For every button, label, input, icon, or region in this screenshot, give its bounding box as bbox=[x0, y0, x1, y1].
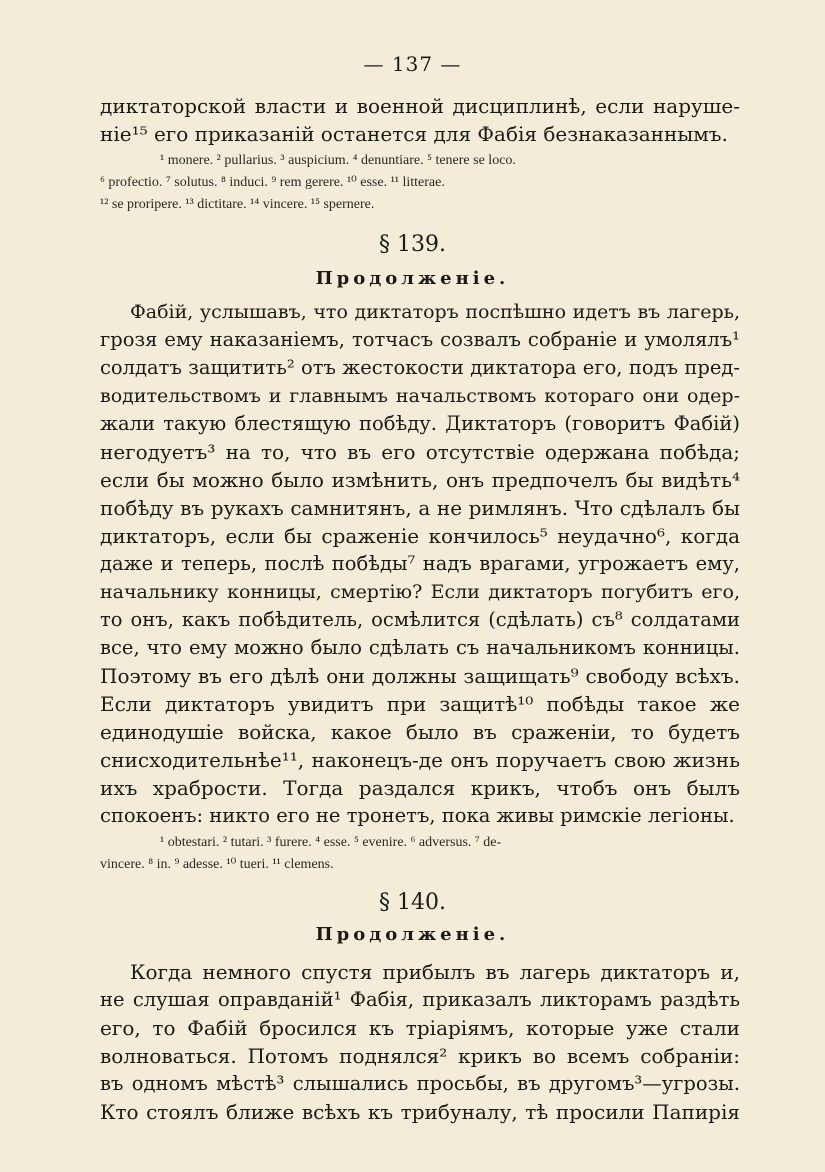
text-line: единодушіе войска, какое было въ сраженіи, то будетъ bbox=[100, 720, 740, 744]
text-line: Когда немного спустя прибылъ въ лагерь диктаторъ и, bbox=[130, 960, 740, 984]
page-number: — 137 — bbox=[363, 52, 462, 76]
footnotes-139 bbox=[100, 832, 740, 876]
section-subheading-139: Продолженіе. bbox=[315, 268, 510, 289]
section-subheading-140: Продолженіе. bbox=[315, 924, 510, 945]
text-line: жали такую блестящую побѣду. Диктаторъ (говоритъ Фабій) bbox=[100, 412, 740, 435]
footnote-line: ⁶ profectio. ⁷ solutus. ⁸ induci. ⁹ rem gerere. ¹⁰ esse. ¹¹ litterae. bbox=[100, 175, 445, 190]
text-line: ніе¹⁵ его приказаній останется для Фабія безнаказаннымъ. bbox=[100, 122, 728, 146]
text-line: диктаторъ, если бы сраженіе кончилось⁵ неудачно⁶, когда bbox=[100, 524, 740, 548]
footnote-line: ¹ obtestari. ² tutari. ³ furere. ⁴ esse. ⁵ evenire. ⁶ adversus. ⁷ de- bbox=[160, 835, 502, 850]
text-line: Поэтому въ его дѣлѣ они должны защищать⁹ свободу всѣхъ. bbox=[100, 664, 740, 688]
text-line: Фабій, услышавъ, что диктаторъ поспѣшно идетъ въ лагерь, bbox=[130, 301, 740, 323]
continued-paragraph bbox=[100, 92, 740, 148]
section-140-body bbox=[100, 958, 740, 1126]
text-line: ихъ храбрости. Тогда раздался крикъ, чтобъ онъ былъ bbox=[100, 776, 740, 800]
text-line: солдатъ защитить² отъ жестокости диктатора его, подъ пред- bbox=[100, 356, 740, 379]
footnotes-top bbox=[100, 150, 740, 216]
text-line: Кто стоялъ ближе всѣхъ къ трибуналу, тѣ просили Папирія bbox=[100, 1100, 740, 1124]
text-line: спокоенъ: никто его не тронетъ, пока живы римскіе легіоны. bbox=[100, 804, 735, 827]
text-line: водительствомъ и главнымъ начальствомъ котораго они одер- bbox=[100, 385, 740, 407]
text-line: снисходительнѣе¹¹, наконецъ-де онъ поручаетъ свою жизнь bbox=[100, 748, 740, 772]
text-line: все, что ему можно было сдѣлать съ начальникомъ конницы. bbox=[100, 636, 740, 659]
text-line: волноваться. Потомъ поднялся² крикъ во всемъ собраніи: bbox=[100, 1044, 740, 1068]
footnote-line: vincere. ⁸ in. ⁹ adesse. ¹⁰ tueri. ¹¹ clemens. bbox=[100, 857, 334, 872]
text-line: не слушая оправданій¹ Фабія, приказалъ ликторамъ раздѣть bbox=[100, 988, 740, 1011]
section-heading-140: § 140. bbox=[379, 890, 446, 915]
text-line: побѣду въ рукахъ самнитянъ, а не римлянъ. Что сдѣлалъ бы bbox=[100, 496, 740, 520]
section-heading-139: § 139. bbox=[379, 232, 446, 257]
text-line: если бы можно было измѣнить, онъ предпочелъ бы видѣть⁴ bbox=[100, 468, 740, 492]
text-line: начальнику конницы, смертію? Если диктаторъ погубитъ его, bbox=[100, 581, 740, 603]
text-line: даже и теперь, послѣ побѣды⁷ надъ врагами, угрожаетъ ему, bbox=[100, 552, 740, 575]
text-line: то онъ, какъ побѣдитель, осмѣлится (сдѣлать) съ⁸ солдатами bbox=[100, 608, 740, 631]
text-line: грозя ему наказаніемъ, тотчасъ созвалъ собраніе и умолялъ¹ bbox=[100, 328, 740, 351]
footnote-line: ¹² se proripere. ¹³ dictitare. ¹⁴ vincere. ¹⁵ spernere. bbox=[100, 197, 375, 212]
text-line: диктаторской власти и военной дисциплинѣ, если наруше- bbox=[100, 94, 740, 118]
footnote-line: ¹ monere. ² pullarius. ³ auspicium. ⁴ denuntiare. ⁵ tenere se loco. bbox=[160, 153, 516, 168]
text-line: его, то Фабій бросился къ тріаріямъ, которые уже стали bbox=[100, 1016, 740, 1040]
section-139-body bbox=[100, 298, 740, 830]
text-line: негодуетъ³ на то, что въ его отсутствіе одержана побѣда; bbox=[100, 440, 740, 464]
text-line: въ одномъ мѣстѣ³ слышались просьбы, въ другомъ³—угрозы. bbox=[100, 1072, 740, 1095]
text-line: Если диктаторъ увидитъ при защитѣ¹⁰ побѣды такое же bbox=[100, 692, 740, 716]
